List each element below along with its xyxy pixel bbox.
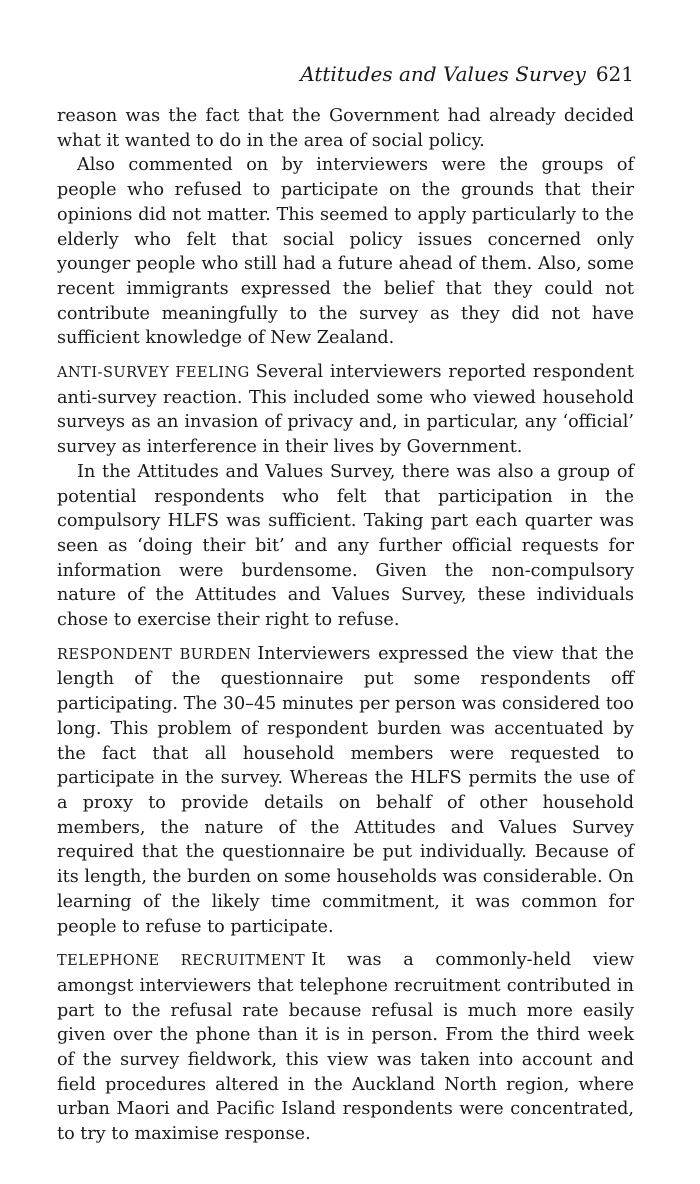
paragraph-continuation: [57, 104, 634, 153]
paragraph-text: Interviewers expressed the view that the length of the questionnaire put some respondents off participating. The 30–45 minutes per person was considered too long. This problem of respondent burden was accentuated by the fact that all household members were requested to participate in the survey. Whereas the HLFS permits the use of a proxy to provide details on behalf of other household members, the nature of the Attitudes and Values Survey required that the questionnaire be put individually. Because of its length, the burden on some households was considerable. On learning of the likely time commitment, it was common for people to refuse to participate.: [57, 643, 634, 937]
book-page: [57, 62, 634, 1147]
paragraph-text: In the Attitudes and Values Survey, there was also a group of potential respondents who felt that participation in the compulsory HLFS was sufficient. Taking part each quarter was seen as ‘doing their bit’ and any further official requests for information were burdensome. Given the non-compulsory nature of the Attitudes and Values Survey, these individuals chose to exercise their right to refuse.: [57, 461, 634, 631]
section-heading: RESPONDENT BURDEN: [57, 646, 252, 663]
section-heading: TELEPHONE RECRUITMENT: [57, 953, 306, 970]
paragraph-hlfs-participation: [57, 460, 634, 633]
section-heading: ANTI-SURVEY FEELING: [57, 365, 250, 382]
paragraph-text: Several interviewers reported respondent anti-survey reaction. This included some who viewed household surveys as an invasion of privacy and, in particular, any ‘official’ survey as interference in their lives by Government.: [57, 362, 635, 458]
section-telephone-recruitment: [57, 948, 634, 1147]
paragraph-text: reason was the fact that the Government had already decided what it wanted to do in the area of social policy.: [57, 106, 634, 151]
running-head-title: Attitudes and Values Survey: [300, 62, 586, 86]
paragraph-text: It was a commonly-held view amongst interviewers that telephone recruitment contributed in part to the refusal rate because refusal is much more easily given over the phone than it is in person. From the third week of the survey fieldwork, this view was taken into account and field procedures altered in the Auckland North region, where urban Maori and Pacific Island respondents were concentrated, to try to maximise response.: [57, 950, 634, 1145]
page-number: 621: [595, 62, 634, 86]
section-anti-survey-feeling: [57, 360, 634, 460]
paragraph-text: Also commented on by interviewers were the groups of people who refused to participate on the grounds that their opinions did not matter. This seemed to apply particularly to the elderly who felt that social policy issues concerned only younger people who still had a future ahead of them. Also, some recent immigrants expressed the belief that they could not contribute meaningfully to the survey as they did not have sufficient knowledge of New Zealand.: [57, 155, 634, 349]
section-respondent-burden: [57, 642, 634, 939]
paragraph-refusal-groups: [57, 153, 634, 351]
running-head: [57, 62, 634, 86]
